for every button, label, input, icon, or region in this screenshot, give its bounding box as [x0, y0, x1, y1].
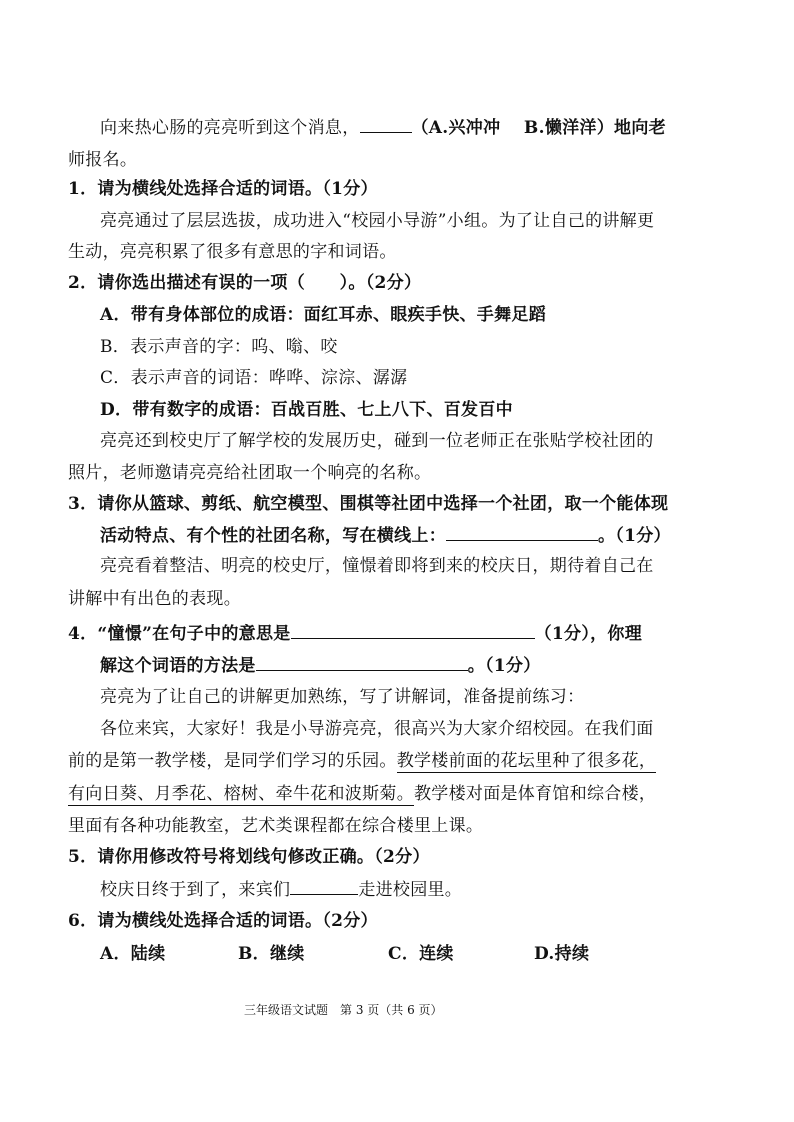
question-2-option-b[interactable]: B．表示声音的字：呜、嗡、咬	[100, 337, 338, 357]
history-para-line-2: 照片，老师邀请亮亮给社团取一个响亮的名称。	[68, 463, 432, 483]
speech-line-2-text: 前的是第一教学楼，是同学们学习的乐园。	[68, 751, 397, 771]
selection-para-line-1: 亮亮通过了层层选拔，成功进入“校园小导游”小组。为了让自己的讲解更	[100, 211, 655, 231]
question-2-option-c[interactable]: C．表示声音的词语：哗哗、淙淙、潺潺	[100, 368, 408, 388]
intro-line-2: 师报名。	[68, 150, 138, 170]
question-3-line-1: 3．请你从篮球、剪纸、航空模型、围棋等社团中选择一个社团，取一个能体现	[68, 494, 669, 514]
question-4-line-2-text: 解这个词语的方法是	[100, 656, 256, 676]
intro-line-1	[100, 116, 666, 139]
question-2-option-a[interactable]: A．带有身体部位的成语：面红耳赤、眼疾手快、手舞足蹈	[100, 305, 546, 325]
question-6-stem: 6．请为横线处选择合适的词语。（2分）	[68, 911, 378, 931]
speech-line-3	[68, 783, 656, 805]
question-5: 5．请你用修改符号将划线句修改正确。（2分）	[68, 847, 430, 867]
page-footer: 三年级语文试题 第 3 页（共 6 页）	[244, 1003, 443, 1017]
look-para-line-2: 讲解中有出色的表现。	[68, 589, 241, 609]
question-4-line-1	[68, 622, 642, 645]
answer-blank-celebrate[interactable]	[290, 878, 358, 895]
question-3-score: 。（1分）	[598, 526, 671, 546]
question-6-option-a[interactable]: A．陆续	[100, 944, 166, 964]
answer-blank-method[interactable]	[256, 654, 468, 671]
look-para-line-1: 亮亮看着整洁、明亮的校史厅，憧憬着即将到来的校庆日，期待着自己在	[100, 556, 654, 576]
question-4-line-2	[100, 654, 541, 677]
answer-blank-meaning[interactable]	[291, 622, 535, 639]
selection-para-line-2: 生动，亮亮积累了很多有意思的字和词语。	[68, 242, 397, 262]
question-4-line-1-text: 4．“憧憬”在句子中的意思是	[68, 624, 291, 644]
question-6-option-d[interactable]: D.持续	[534, 944, 590, 964]
celebrate-sentence-text: 校庆日终于到了，来宾们	[100, 880, 291, 900]
underlined-sentence-part-1: 教学楼前面的花坛里种了很多花，	[396, 751, 657, 771]
question-2-option-d[interactable]: D．带有数字的成语：百战百胜、七上八下、百发百中	[100, 400, 513, 420]
question-6-options	[100, 943, 589, 965]
intro-options-text: （A.兴冲冲 B.懒洋洋）地向老	[411, 118, 666, 138]
question-6-option-b[interactable]: B．继续	[238, 944, 305, 964]
intro-line-1-text: 向来热心肠的亮亮听到这个消息，	[100, 118, 360, 138]
question-3-line-2	[100, 524, 671, 547]
question-2-stem: 2．请你选出描述有误的一项（ ）。（2分）	[68, 273, 422, 293]
question-4-line-1-score: （1分），你理	[534, 624, 643, 644]
question-1: 1．请为横线处选择合适的词语。（1分）	[68, 179, 378, 199]
question-6-option-c[interactable]: C．连续	[388, 944, 454, 964]
speech-line-3-text: 教学楼对面是体育馆和综合楼，	[414, 784, 657, 804]
question-4-line-2-score: 。（1分）	[467, 656, 541, 676]
question-3-line-2-text: 活动特点、有个性的社团名称，写在横线上：	[100, 526, 446, 546]
answer-blank-intro[interactable]	[360, 116, 412, 133]
practice-para: 亮亮为了让自己的讲解更加熟练，写了讲解词，准备提前练习：	[100, 687, 585, 707]
answer-blank-club-name[interactable]	[446, 524, 598, 541]
history-para-line-1: 亮亮还到校史厅了解学校的发展历史，碰到一位老师正在张贴学校社团的	[100, 431, 654, 451]
speech-line-1: 各位来宾，大家好！我是小导游亮亮，很高兴为大家介绍校园。在我们面	[100, 719, 654, 739]
speech-line-2	[68, 750, 656, 772]
underlined-sentence-part-2: 有向日葵、月季花、榕树、牵牛花和波斯菊。	[68, 784, 414, 804]
speech-line-4: 里面有各种功能教室，艺术类课程都在综合楼里上课。	[68, 816, 484, 836]
celebrate-sentence-end: 走进校园里。	[358, 880, 463, 900]
celebrate-sentence	[100, 878, 462, 901]
